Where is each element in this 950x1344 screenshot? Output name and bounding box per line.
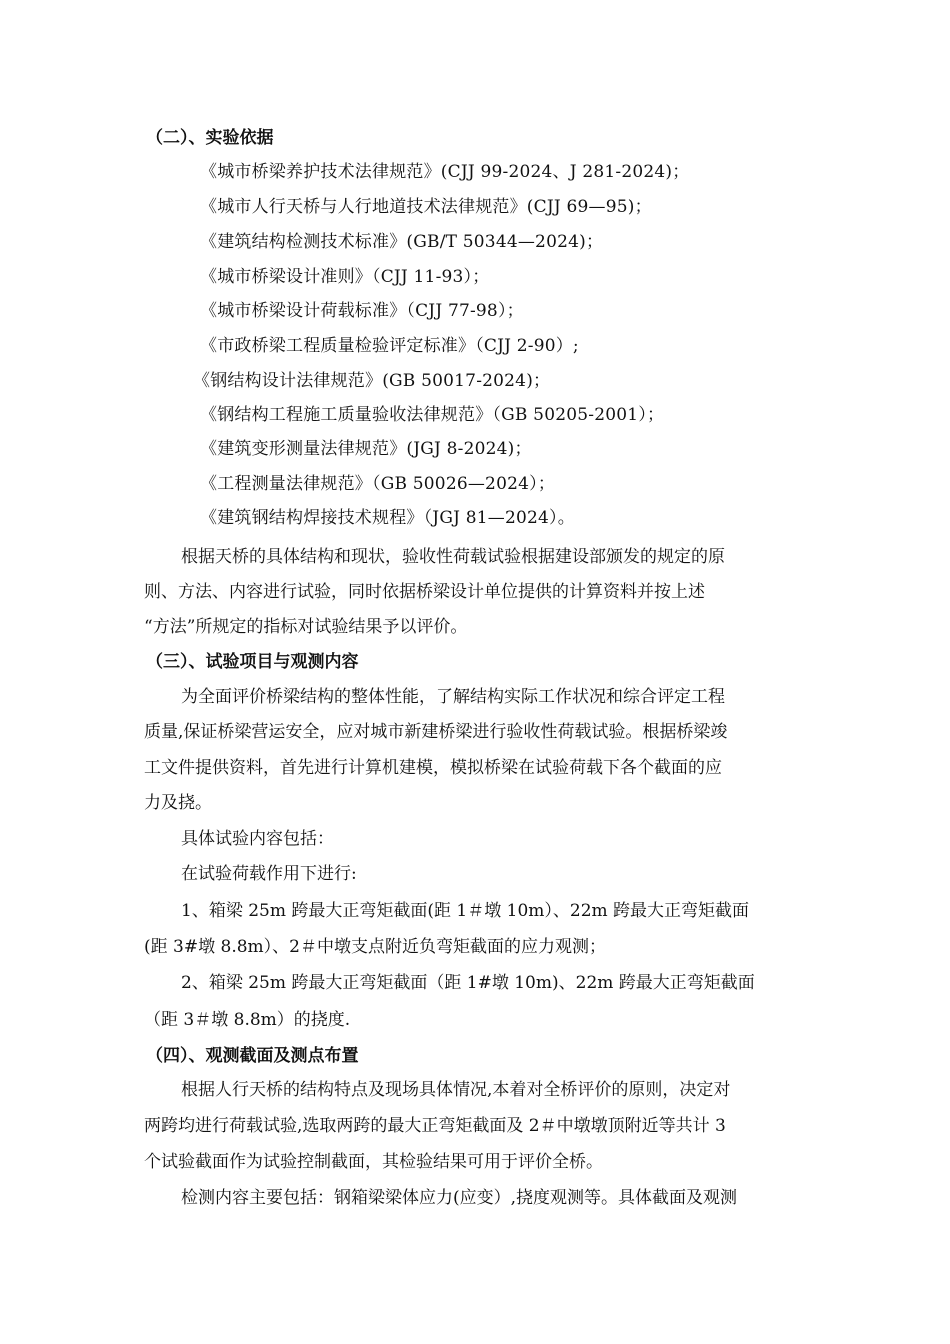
reference-item: 《建筑变形测量法律规范》(JGJ 8-2024)； (200, 439, 532, 459)
reference-item: 《工程测量法律规范》（GB 50026—2024）； (200, 474, 556, 494)
reference-item: 《城市桥梁设计准则》（CJJ 11-93）； (200, 267, 490, 287)
reference-item: 《市政桥梁工程质量检验评定标准》（CJJ 2-90）; (200, 336, 579, 356)
reference-item: 《钢结构工程施工质量验收法律规范》（GB 50205-2001）； (200, 405, 665, 425)
paragraph-line: 为全面评价桥梁结构的整体性能，了解结构实际工作状况和综合评定工程 (181, 687, 725, 707)
reference-item: 《城市人行天桥与人行地道技术法律规范》(CJJ 69—95)； (200, 197, 652, 217)
content-intro: 具体试验内容包括： (181, 829, 334, 849)
reference-item: 《钢结构设计法律规范》(GB 50017-2024)； (193, 371, 551, 391)
paragraph-line: 个试验截面作为试验控制截面，其检验结果可用于评价全桥。 (144, 1152, 603, 1172)
detection-paragraph: 检测内容主要包括：钢箱梁梁体应力(应变）,挠度观测等。具体截面及观测 (181, 1188, 738, 1208)
section-4-heading: （四）、观测截面及测点布置 (146, 1046, 359, 1066)
section-2-heading: （二）、实验依据 (146, 128, 274, 148)
paragraph-line: “方法”所规定的指标对试验结果予以评价。 (144, 617, 468, 637)
paragraph-line: 根据天桥的具体结构和现状，验收性荷载试验根据建设部颁发的规定的原 (181, 547, 725, 567)
paragraph-line: 质量,保证桥梁营运安全，应对城市新建桥梁进行验收性荷载试验。根据桥梁竣 (144, 722, 728, 742)
paragraph-line: (距 3#墩 8.8m）、2＃中墩支点附近负弯矩截面的应力观测； (144, 937, 606, 957)
reference-item: 《建筑钢结构焊接技术规程》（JGJ 81—2024）。 (200, 508, 575, 528)
paragraph-line: 2、箱梁 25m 跨最大正弯矩截面（距 1#墩 10m)、22m 跨最大正弯矩截面 (181, 973, 755, 993)
paragraph-line: 1、箱梁 25m 跨最大正弯矩截面(距 1＃墩 10m）、22m 跨最大正弯矩截面 (181, 901, 750, 921)
paragraph-line: （距 3＃墩 8.8m）的挠度. (144, 1010, 351, 1030)
paragraph-line: 则、方法、内容进行试验，同时依据桥梁设计单位提供的计算资料并按上述 (144, 582, 705, 602)
load-intro: 在试验荷载作用下进行: (181, 864, 357, 884)
paragraph-line: 力及挠。 (144, 793, 212, 813)
section-3-heading: （三）、试验项目与观测内容 (146, 652, 359, 672)
reference-item: 《城市桥梁养护技术法律规范》(CJJ 99-2024、J 281-2024)； (200, 162, 690, 182)
reference-item: 《建筑结构检测技术标准》(GB/T 50344—2024)； (200, 232, 604, 252)
paragraph-line: 工文件提供资料，首先进行计算机建模，模拟桥梁在试验荷载下各个截面的应 (144, 758, 722, 778)
paragraph-line: 两跨均进行荷载试验,选取两跨的最大正弯矩截面及 2＃中墩墩顶附近等共计 3 (144, 1116, 726, 1136)
reference-item: 《城市桥梁设计荷载标准》（CJJ 77-98）； (200, 301, 524, 321)
paragraph-line: 根据人行天桥的结构特点及现场具体情况,本着对全桥评价的原则，决定对 (181, 1080, 731, 1100)
